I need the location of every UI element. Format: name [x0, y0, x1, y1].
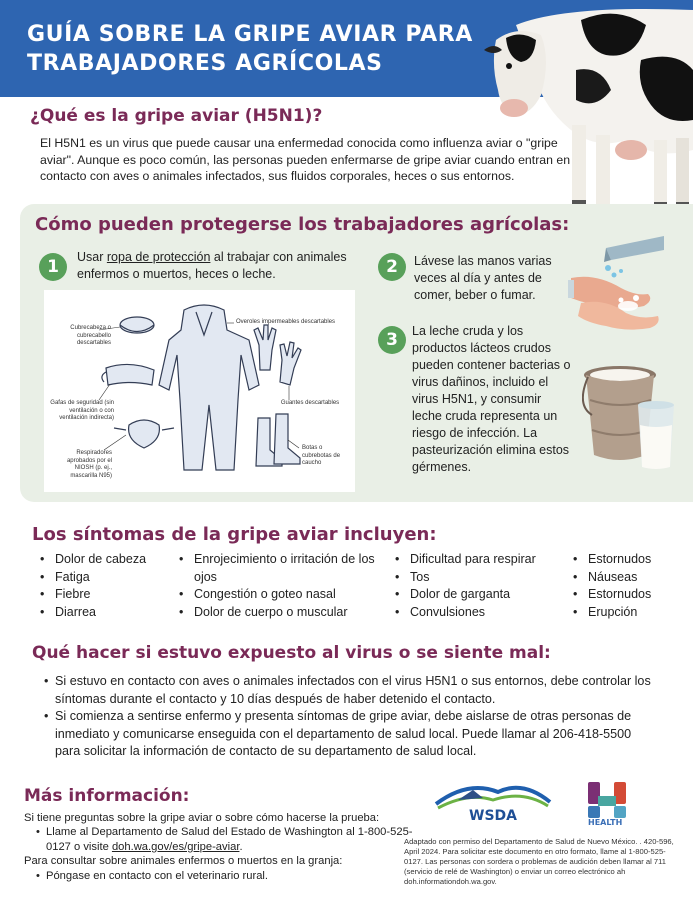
symptoms-column-4 — [573, 551, 683, 622]
more-info-list-1 — [24, 825, 414, 854]
step-3-badge: 3 — [378, 326, 406, 354]
page-title: GUÍA SOBRE LA GRIPE AVIAR PARA TRABAJADORES AGRÍCOLAS — [27, 22, 473, 76]
list-item: • Si estuvo en contacto con aves o animales infectados con el virus H5N1 o sus entornos, debe controlar los síntomas durante el contacto y 10 días después de haber detenido el contacto. — [44, 673, 654, 708]
section-title-protection: Cómo pueden protegerse los trabajadores agrícolas: — [35, 214, 570, 235]
label-gloves: Guantes descartables — [280, 400, 340, 406]
exposure-list — [44, 673, 654, 761]
label-head-cover: Cubrecabeza o cubrecabello descartables — [70, 325, 111, 346]
step-3-text: La leche cruda y los productos lácteos crudos pueden contener bacterias o virus dañinos, incluido el virus H5N1, y consumir leche cruda representa un riesgo de infección. La pasteurización elimina estos gérmenes. — [412, 324, 571, 474]
list-item: • Fatiga — [40, 569, 170, 587]
list-item: • Erupción — [573, 604, 683, 622]
attribution-note: Adaptado con permiso del Departamento de Salud de Nuevo México. . 420-596, April 2024. Para solicitar este documento en otro formato, llame al 1-800-525-0127. Las personas con sordera o problemas de audición deben llamar al 711 (servicio de relé de Washington) o enviar un correo electrónico ah doh.informationdoh.wa.gov. — [404, 837, 674, 886]
list-item: • Póngase en contacto con el veterinario rural. — [36, 869, 414, 883]
step-2-text: Lávese las manos varias veces al día y antes de comer, beber o fumar. — [414, 254, 552, 302]
list-item: • Si comienza a sentirse enfermo y presenta síntomas de gripe aviar, debe aislarse de otras personas de inmediato y comunicarse enseguida con el departamento de salud local. Puede llamar al 206-418-5500 para solicitar la información de contacto de su departamento de salud local. — [44, 708, 654, 761]
section-title-exposure: Qué hacer si estuvo expuesto al virus o se siente mal: — [32, 643, 551, 663]
step-1-text-post: al trabajar con animales enfermos o muertos, heces o leche. — [77, 250, 347, 281]
symptoms-column-1 — [40, 551, 170, 622]
symptoms-column-2 — [179, 551, 379, 622]
call-doh-text: Llame al Departamento de Salud del Estado de Washington al 1-800-525-0127 o visite — [46, 826, 413, 853]
section-title-symptoms: Los síntomas de la gripe aviar incluyen: — [32, 524, 437, 545]
step-2-badge: 2 — [378, 253, 406, 281]
milk-illustration — [582, 355, 682, 475]
list-item: • Convulsiones — [395, 604, 565, 622]
doh-health-text: HEALTH — [588, 818, 623, 827]
handwashing-illustration — [566, 228, 666, 338]
list-item: • Tos — [395, 569, 565, 587]
list-item: • Dolor de garganta — [395, 586, 565, 604]
ppe-diagram — [44, 290, 355, 492]
protective-clothing-link[interactable]: ropa de protección — [106, 250, 211, 264]
step-1-badge: 1 — [39, 253, 67, 281]
wsda-logo — [428, 782, 558, 824]
list-item: • Dolor de cabeza — [40, 551, 170, 569]
list-item — [36, 825, 414, 854]
section-title-more-info: Más información: — [24, 786, 190, 806]
call-doh-text-end: . — [239, 840, 243, 853]
more-info-intro-testing: Si tiene preguntas sobre la gripe aviar o sobre cómo hacerse la prueba: — [24, 812, 380, 824]
list-item: • Dolor de cuerpo o muscular — [179, 604, 379, 622]
list-item: • Náuseas — [573, 569, 683, 587]
list-item: • Fiebre — [40, 586, 170, 604]
list-item: • Enrojecimiento o irritación de los ojos — [179, 551, 379, 586]
list-item: • Diarrea — [40, 604, 170, 622]
doh-website-link[interactable]: doh.wa.gov/es/gripe-aviar — [111, 840, 240, 853]
list-item: • Estornudos — [573, 586, 683, 604]
step-1-text-pre: Usar — [77, 250, 107, 264]
wsda-logo-text: WSDA — [469, 808, 517, 824]
more-info-list-2 — [24, 869, 414, 883]
section-title-what: ¿Qué es la gripe aviar (H5N1)? — [30, 106, 323, 126]
list-item: • Congestión o goteo nasal — [179, 586, 379, 604]
more-info-body — [24, 811, 414, 883]
symptoms-column-3 — [395, 551, 565, 622]
what-description: El H5N1 es un virus que puede causar una enfermedad conocida como influenza aviar o "gripe aviar". Aunque es poco común, las personas pueden enfermarse de gripe aviar cuando entran en contacto con aves o animales infectados, sus fluidos corporales, heces o sus entornos. — [40, 136, 571, 183]
step-1-text — [77, 249, 367, 283]
list-item: • Dificultad para respirar — [395, 551, 565, 569]
label-respirator: Respiradores aprobados por el NIOSH (p. ej., mascarilla N95) — [66, 450, 112, 479]
list-item: • Estornudos — [573, 551, 683, 569]
more-info-intro-animals: Para consultar sobre animales enfermos o muertos en la granja: — [24, 855, 343, 868]
label-coveralls: Overoles impermeables descartables — [236, 319, 336, 325]
label-goggles: Gafas de seguridad (sin ventilación o con ventilación indirecta) — [50, 400, 114, 421]
label-boots: Botas o cubrebotas de caucho — [302, 445, 341, 466]
